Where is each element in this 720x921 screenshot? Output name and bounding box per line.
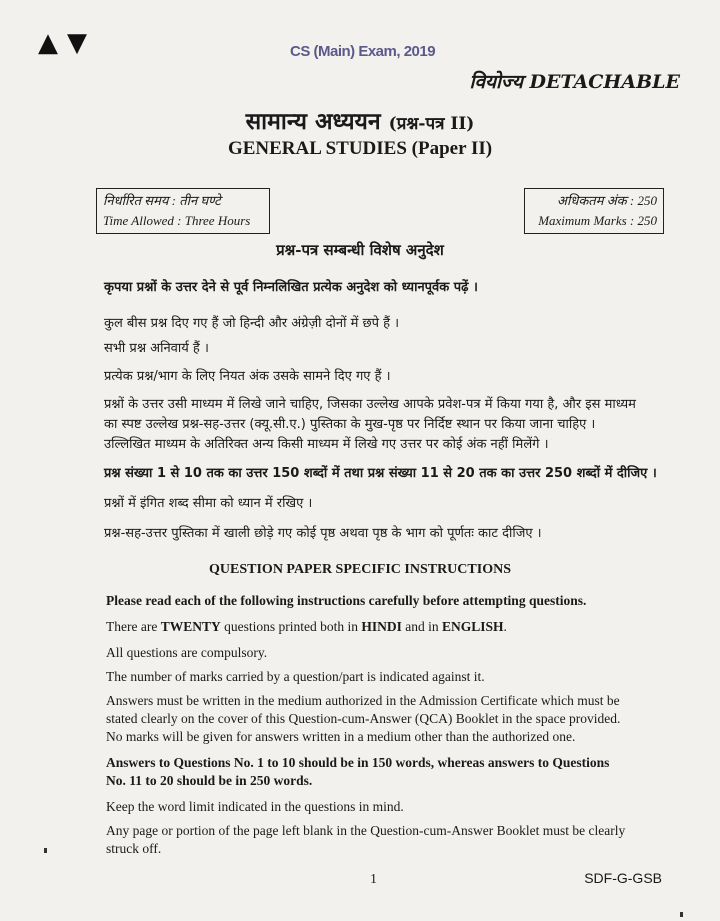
count-pre: There are: [106, 619, 161, 634]
english-instructions-heading: QUESTION PAPER SPECIFIC INSTRUCTIONS: [209, 562, 511, 577]
hindi-line-8: प्रश्न संख्या 1 से 10 तक का उत्तर 150 शब्दों में तथा प्रश्न संख्या 11 से 20 तक का उत्तर 250 शब्दों में दीजिए ।: [104, 466, 657, 481]
title-hindi-paper: (प्रश्न-पत्र II): [388, 114, 475, 134]
english-words-2: No. 11 to 20 should be in 250 words.: [106, 773, 313, 788]
english-question-count: [106, 618, 666, 636]
hindi-line-9: प्रश्नों में इंगित शब्द सीमा को ध्यान में रखिए ।: [104, 496, 313, 511]
english-words-1: Answers to Questions No. 1 to 10 should be in 150 words, whereas answers to Questions: [106, 755, 610, 770]
hindi-line-6: का स्पष्ट उल्लेख प्रश्न-सह-उत्तर (क्यू.सी.ए.) पुस्तिका के मुख-पृष्ठ पर निर्दिष्ट स्थान पर किया जाना चाहिए ।: [104, 417, 596, 432]
detachable-label: वियोज्य DETACHABLE: [469, 71, 680, 93]
marks-english: Maximum Marks : 250: [538, 213, 657, 228]
hindi-line-7: उल्लिखित माध्यम के अतिरिक्त अन्य किसी माध्यम में लिखे गए उत्तर पर कोई अंक नहीं मिलेंगे ।: [104, 437, 549, 452]
exam-stamp: CS (Main) Exam, 2019: [290, 43, 436, 60]
max-marks-box: [524, 188, 664, 234]
count-end: .: [503, 619, 507, 634]
title-hindi: [0, 104, 720, 136]
page-number: 1: [370, 872, 377, 887]
hindi-instructions-heading: प्रश्न-पत्र सम्बन्धी विशेष अनुदेश: [276, 241, 444, 259]
hindi-line-2: कुल बीस प्रश्न दिए गए हैं जो हिन्दी और अंग्रेज़ी दोनों में छपे हैं ।: [104, 316, 400, 331]
scan-speck: [680, 912, 683, 917]
english-marks-note: The number of marks carried by a question/part is indicated against it.: [106, 669, 485, 684]
english-blank-2: struck off.: [106, 841, 162, 856]
count-mid: questions printed both in: [220, 619, 362, 634]
scan-speck: [44, 848, 47, 853]
hindi-line-1: कृपया प्रश्नों के उत्तर देने से पूर्व निम्नलिखित प्रत्येक अनुदेश को ध्यानपूर्वक पढ़ें ।: [104, 280, 478, 295]
time-hindi: निर्धारित समय : तीन घण्टे: [103, 193, 221, 208]
hindi-line-3: सभी प्रश्न अनिवार्य हैं ।: [104, 341, 209, 356]
english-word-limit: Keep the word limit indicated in the questions in mind.: [106, 799, 404, 814]
title-english: GENERAL STUDIES (Paper II): [227, 138, 493, 159]
english-medium-3: No marks will be given for answers written in a medium other than the authorized one.: [106, 729, 576, 744]
time-english: Time Allowed : Three Hours: [103, 213, 251, 228]
english-medium-1: Answers must be written in the medium authorized in the Admission Certificate which must be: [106, 693, 620, 708]
count-number: TWENTY: [160, 619, 221, 634]
english-blank-1: Any page or portion of the page left blank in the Question-cum-Answer Booklet must be clearly: [106, 823, 626, 838]
corner-mark: ▲ ▼: [38, 28, 88, 58]
title-hindi-main: सामान्य अध्ययन: [245, 108, 381, 135]
english-intro: Please read each of the following instructions carefully before attempting questions.: [106, 593, 587, 608]
english-medium-2: stated clearly on the cover of this Question-cum-Answer (QCA) Booklet in the space provided.: [106, 711, 621, 726]
count-hindi: HINDI: [361, 619, 402, 634]
english-compulsory: All questions are compulsory.: [106, 645, 268, 660]
marks-hindi: अधिकतम अंक : 250: [557, 193, 657, 208]
time-allowed-box: [96, 188, 270, 234]
hindi-line-5: प्रश्नों के उत्तर उसी माध्यम में लिखे जाने चाहिए, जिसका उल्लेख आपके प्रवेश-पत्र में किया गया है, और इस माध्यम: [104, 397, 636, 412]
count-and: and in: [401, 619, 442, 634]
count-english: ENGLISH: [442, 619, 504, 634]
paper-code: SDF-G-GSB: [584, 870, 662, 886]
hindi-line-10: प्रश्न-सह-उत्तर पुस्तिका में खाली छोड़े गए कोई पृष्ठ अथवा पृष्ठ के भाग को पूर्णतः काट दीजिए ।: [104, 526, 542, 541]
hindi-line-4: प्रत्येक प्रश्न/भाग के लिए नियत अंक उसके सामने दिए गए हैं ।: [104, 369, 391, 384]
